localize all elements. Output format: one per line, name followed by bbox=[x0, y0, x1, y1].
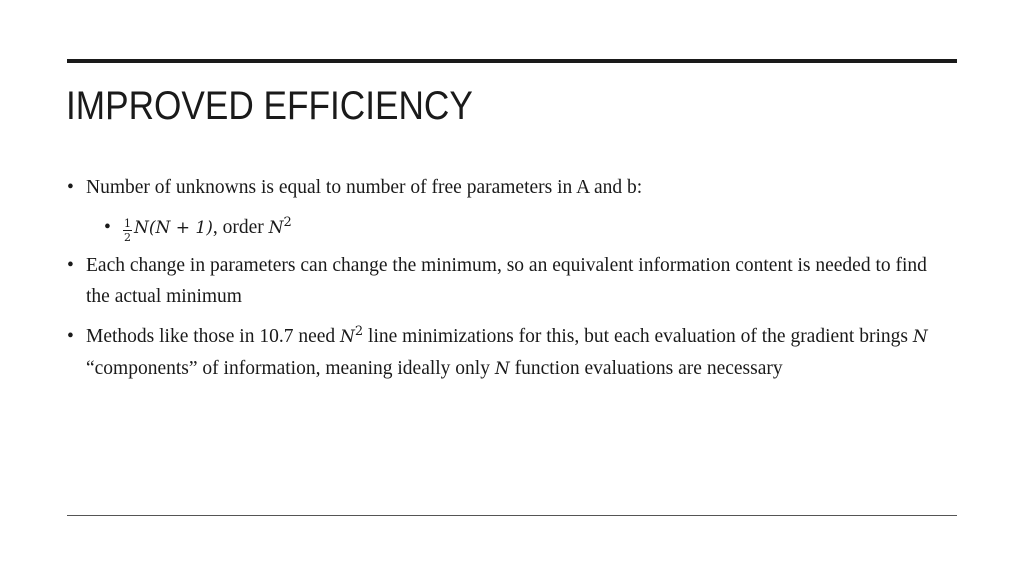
formula-exponent: 2 bbox=[283, 215, 292, 230]
bullet-dot: • bbox=[67, 255, 74, 276]
formula-expression: N(N + 1) bbox=[134, 218, 213, 238]
bullet-unknowns bbox=[67, 172, 947, 203]
bullet-dot: • bbox=[104, 217, 111, 238]
sub-bullet-formula bbox=[67, 212, 947, 244]
bullet-methods bbox=[67, 321, 947, 385]
bullet-dot: • bbox=[67, 326, 74, 347]
formula-mid-text: , order bbox=[212, 217, 269, 238]
bullet-dot: • bbox=[67, 177, 74, 198]
fraction-numerator: 1 bbox=[124, 217, 131, 230]
fraction bbox=[123, 218, 132, 243]
bullet-text: Each change in parameters can change the minimum, so an equivalent information content is needed to find the actual minimum bbox=[86, 255, 927, 307]
fraction-denominator: 2 bbox=[124, 231, 131, 244]
bullet-change-parameters bbox=[67, 250, 947, 312]
bullet-text-part3: “components” of information, meaning ideally only bbox=[86, 358, 495, 379]
math-variable: N bbox=[340, 327, 355, 347]
bullet-text-part1: Methods like those in 10.7 need bbox=[86, 326, 341, 347]
bullet-text-part2: line minimizations for this, but each evaluation of the gradient brings bbox=[363, 326, 913, 347]
top-divider bbox=[67, 59, 957, 63]
math-variable: N bbox=[912, 327, 928, 347]
bottom-divider bbox=[67, 515, 957, 516]
math-exponent: 2 bbox=[354, 324, 364, 339]
math-variable: N bbox=[494, 359, 510, 379]
slide-title: IMPROVED EFFICIENCY bbox=[66, 84, 473, 128]
formula-variable: N bbox=[268, 218, 284, 238]
slide-content bbox=[67, 172, 947, 394]
bullet-text-part4: function evaluations are necessary bbox=[509, 358, 783, 379]
bullet-text: Number of unknowns is equal to number of free parameters in A and b: bbox=[86, 177, 643, 198]
